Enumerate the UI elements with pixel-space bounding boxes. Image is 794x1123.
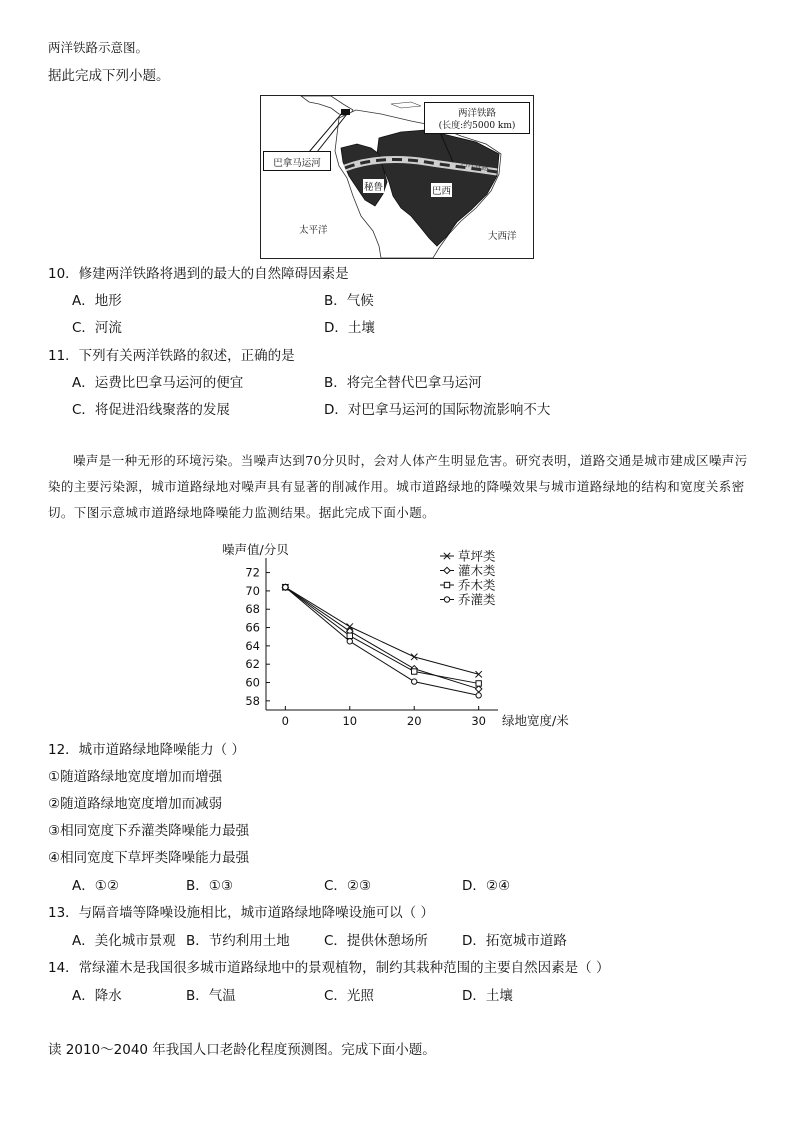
railway-title-box [424,102,530,134]
q12-stem: 12．城市道路绿地降噪能力（ ） [48,742,245,758]
q14-stem: 14．常绿灌木是我国很多城市道路绿地中的景观植物，制约其栽种范围的主要自然因素是（ ） [48,960,610,976]
data-point-2-4 [475,686,481,692]
q11-option-b[interactable]: B．将完全替代巴拿马运河 [324,375,482,391]
q11-option-a[interactable]: A．运费比巴拿马运河的便宜 [72,375,244,391]
canal-label-box [263,151,331,171]
map-caption: 两洋铁路示意图。 [48,40,149,55]
railway-band-label: 两洋铁路 [460,159,490,173]
x-tick-label: 20 [406,714,422,728]
y-axis-label: 噪声值/分贝 [222,542,289,557]
data-point-1-4 [475,671,481,677]
q14-option-d[interactable]: D．土壤 [462,988,513,1004]
q10-option-b[interactable]: B．气候 [324,293,374,309]
atlantic-label: 大西洋 [488,231,517,242]
y-tick-label: 62 [245,657,260,672]
series-line-2 [285,587,478,689]
q12-statement-4: ④相同宽度下草坪类降噪能力最强 [48,850,250,866]
q11-option-d[interactable]: D．对巴拿马运河的国际物流影响不大 [324,402,551,418]
legend-marker-3 [444,582,449,587]
q14-option-b[interactable]: B．气温 [186,988,236,1004]
data-point-4-2 [347,639,352,644]
legend-label-1: 草坪类 [458,548,496,564]
y-tick-label: 72 [245,565,260,580]
railway-title: 两洋铁路 [457,108,496,119]
data-point-3-2 [347,633,352,638]
series-line-3 [285,587,478,683]
data-point-3-4 [476,681,481,686]
y-tick-label: 64 [245,638,260,653]
q12-option-b[interactable]: B．①③ [186,878,233,894]
x-tick-label: 10 [342,714,358,728]
noise-passage: 噪声是一种无形的环境污染。当噪声达到70分贝时，会对人体产生明显危害。研究表明，道路交通是城市建成区噪声污染的主要污染源，城市道路绿地对噪声具有显著的削减作用。城市道路绿地的降噪效果与城市道路绿地的结构和宽度关系密切。下图示意城市道路绿地降噪能力监测结果。据此完成下面小题。 [48,453,748,520]
q11-option-c[interactable]: C．将促进沿线聚落的发展 [72,402,230,418]
railway-length: (长度:约5000 km) [438,121,516,131]
q12-statement-1: ①随道路绿地宽度增加而增强 [48,769,223,785]
q13-option-a[interactable]: A．美化城市景观 [72,933,176,949]
q13-stem: 13．与隔音墙等降噪设施相比，城市道路绿地降噪设施可以（ ） [48,905,434,921]
y-tick-label: 60 [245,675,260,690]
q10-option-d[interactable]: D．土壤 [324,320,375,336]
q10-option-c[interactable]: C．河流 [72,320,122,336]
peru-label: 秘鲁 [363,179,384,193]
closing-instruction: 读 2010～2040 年我国人口老龄化程度预测图。完成下面小题。 [48,1042,436,1058]
x-tick-label: 30 [471,714,486,728]
data-point-4-1 [283,585,288,590]
map-figure [260,95,534,259]
q12-option-d[interactable]: D．②④ [462,878,511,894]
q12-option-a[interactable]: A．①② [72,878,119,894]
y-tick-label: 58 [245,693,260,708]
canal-label: 巴拿马运河 [273,158,321,169]
data-point-3-3 [412,669,417,674]
legend-marker-2 [444,567,450,573]
data-point-1-3 [411,654,417,660]
instruction-1: 据此完成下列小题。 [48,68,170,84]
q13-option-d[interactable]: D．拓宽城市道路 [462,933,567,949]
q14-option-a[interactable]: A．降水 [72,988,122,1004]
y-tick-label: 70 [245,583,260,598]
noise-chart-svg [218,540,598,735]
q12-statement-3: ③相同宽度下乔灌类降噪能力最强 [48,823,250,839]
legend-marker-4 [444,597,449,602]
q10-option-a[interactable]: A．地形 [72,293,122,309]
data-point-4-4 [476,693,481,698]
q12-statement-2: ②随道路绿地宽度增加而减弱 [48,796,223,812]
x-axis-label: 绿地宽度/米 [502,713,569,728]
brazil-label: 巴西 [431,183,452,197]
q13-option-c[interactable]: C．提供休憩场所 [324,933,428,949]
y-tick-label: 66 [245,620,260,635]
data-point-4-3 [412,679,417,684]
q11-stem: 11．下列有关两洋铁路的叙述，正确的是 [48,348,295,364]
q12-option-c[interactable]: C．②③ [324,878,372,894]
y-tick-label: 68 [245,602,260,617]
legend-label-3: 乔木类 [458,577,496,593]
q13-option-b[interactable]: B．节约利用土地 [186,933,290,949]
x-tick-label: 0 [281,714,289,728]
legend-label-2: 灌木类 [458,563,496,578]
pacific-label: 太平洋 [299,225,328,236]
q14-option-c[interactable]: C．光照 [324,988,374,1004]
legend-label-4: 乔灌类 [458,592,496,607]
noise-chart [218,540,598,735]
q10-stem: 10．修建两洋铁路将遇到的最大的自然障碍因素是 [48,266,349,282]
